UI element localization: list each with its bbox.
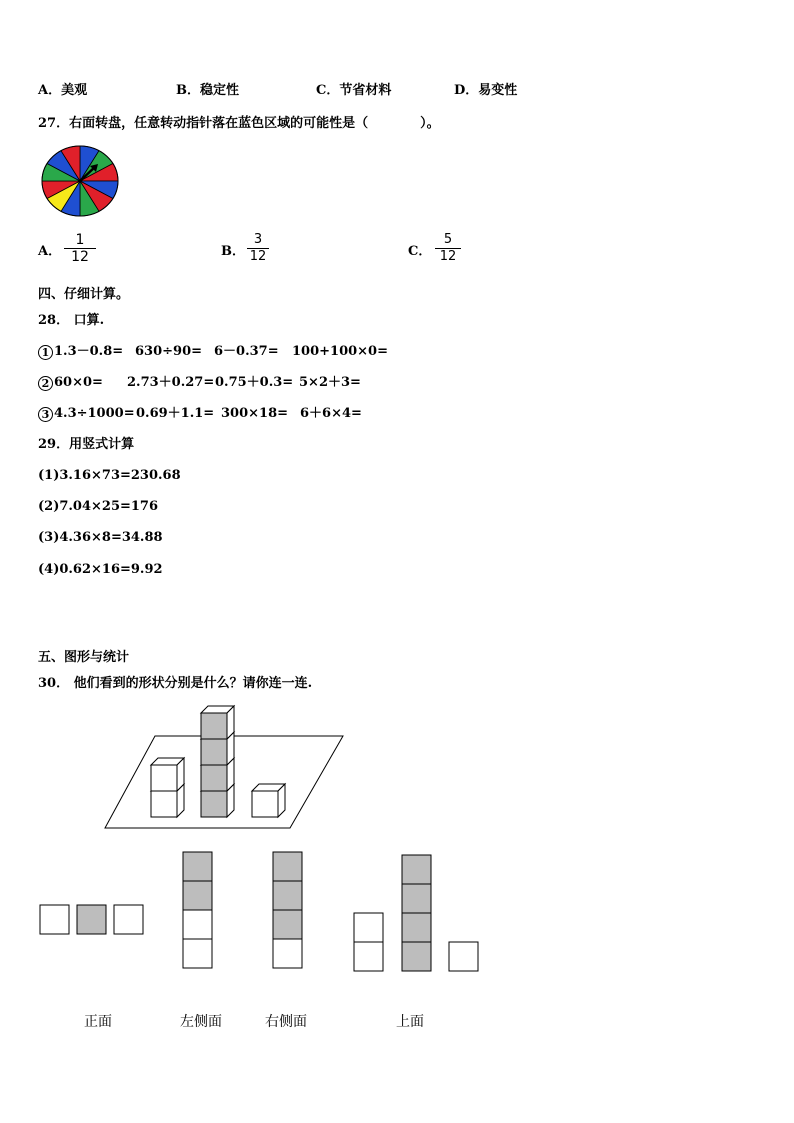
q27-option-b-letter: B． bbox=[221, 244, 245, 259]
calc-item: 60×0= bbox=[54, 375, 103, 390]
calc-item: 2.73＋0.27= bbox=[127, 375, 215, 390]
fraction-b-num: 3 bbox=[253, 232, 263, 247]
cube bbox=[201, 706, 234, 739]
option-d: D．易变性 bbox=[454, 83, 518, 98]
view-square bbox=[402, 855, 431, 884]
section-5-heading: 五、图形与统计 bbox=[38, 650, 130, 665]
q28-title: 28． 口算. bbox=[38, 313, 105, 328]
q29-item-2: (2)7.04×25=176 bbox=[38, 499, 159, 514]
calc-item: 5×2＋3= bbox=[299, 375, 361, 390]
circled-number: 1 bbox=[38, 345, 53, 360]
view-square bbox=[183, 910, 212, 939]
shape-views-figure bbox=[38, 850, 488, 975]
fraction-a bbox=[64, 233, 96, 264]
view-square bbox=[114, 905, 143, 934]
label-left-view: 左侧面 bbox=[180, 1014, 222, 1030]
fraction-c-num: 5 bbox=[443, 232, 453, 247]
fraction-a-num: 1 bbox=[75, 232, 85, 248]
view-square bbox=[402, 913, 431, 942]
label-top-view: 上面 bbox=[396, 1014, 424, 1030]
option-a: A．美观 bbox=[38, 83, 88, 98]
spinner-wheel bbox=[40, 144, 120, 218]
view-square bbox=[402, 884, 431, 913]
calc-item: 0.75＋0.3= bbox=[215, 375, 294, 390]
fraction-c-den: 12 bbox=[439, 249, 457, 264]
view-square bbox=[273, 939, 302, 968]
calc-item: 6－0.37= bbox=[214, 344, 279, 359]
fraction-b bbox=[247, 233, 269, 264]
view-square bbox=[183, 881, 212, 910]
view-square bbox=[449, 942, 478, 971]
q29-item-3: (3)4.36×8=34.88 bbox=[38, 530, 163, 545]
view-square bbox=[77, 905, 106, 934]
label-front-view: 正面 bbox=[84, 1014, 112, 1030]
cube bbox=[151, 758, 184, 791]
q27-option-a-letter: A． bbox=[38, 244, 62, 259]
q29-item-4: (4)0.62×16=9.92 bbox=[38, 562, 163, 577]
view-square bbox=[273, 881, 302, 910]
calc-item: 1.3－0.8= bbox=[54, 344, 124, 359]
option-c: C．节省材料 bbox=[316, 83, 392, 98]
fraction-c bbox=[435, 233, 461, 264]
view-square bbox=[273, 910, 302, 939]
circled-number: 2 bbox=[38, 376, 53, 391]
calc-item: 0.69＋1.1= bbox=[136, 406, 215, 421]
view-square bbox=[402, 942, 431, 971]
q29-title: 29．用竖式计算 bbox=[38, 437, 135, 452]
cube-arrangement-figure bbox=[100, 704, 360, 834]
view-square bbox=[354, 913, 383, 942]
fraction-a-den: 12 bbox=[71, 249, 89, 265]
circled-number: 3 bbox=[38, 407, 53, 422]
calc-item: 630÷90= bbox=[135, 344, 203, 359]
q29-item-1: (1)3.16×73=230.68 bbox=[38, 468, 181, 483]
calc-item: 300×18= bbox=[221, 406, 289, 421]
view-square bbox=[183, 939, 212, 968]
calc-item: 100+100×0= bbox=[292, 344, 388, 359]
view-square bbox=[183, 852, 212, 881]
q27-option-c-letter: C． bbox=[408, 244, 432, 259]
label-right-view: 右侧面 bbox=[265, 1014, 307, 1030]
calc-item: 4.3÷1000= bbox=[54, 406, 135, 421]
option-b: B．稳定性 bbox=[176, 83, 239, 98]
view-square bbox=[273, 852, 302, 881]
view-square bbox=[354, 942, 383, 971]
view-square bbox=[40, 905, 69, 934]
calc-item: 6＋6×4= bbox=[300, 406, 362, 421]
section-4-heading: 四、仔细计算。 bbox=[38, 287, 130, 302]
fraction-b-den: 12 bbox=[249, 249, 267, 264]
q30-title: 30． 他们看到的形状分别是什么？请你连一连. bbox=[38, 676, 313, 691]
cube bbox=[252, 784, 285, 817]
q27-stem: 27．右面转盘，任意转动指针落在蓝色区域的可能性是（ ）。 bbox=[38, 116, 440, 131]
